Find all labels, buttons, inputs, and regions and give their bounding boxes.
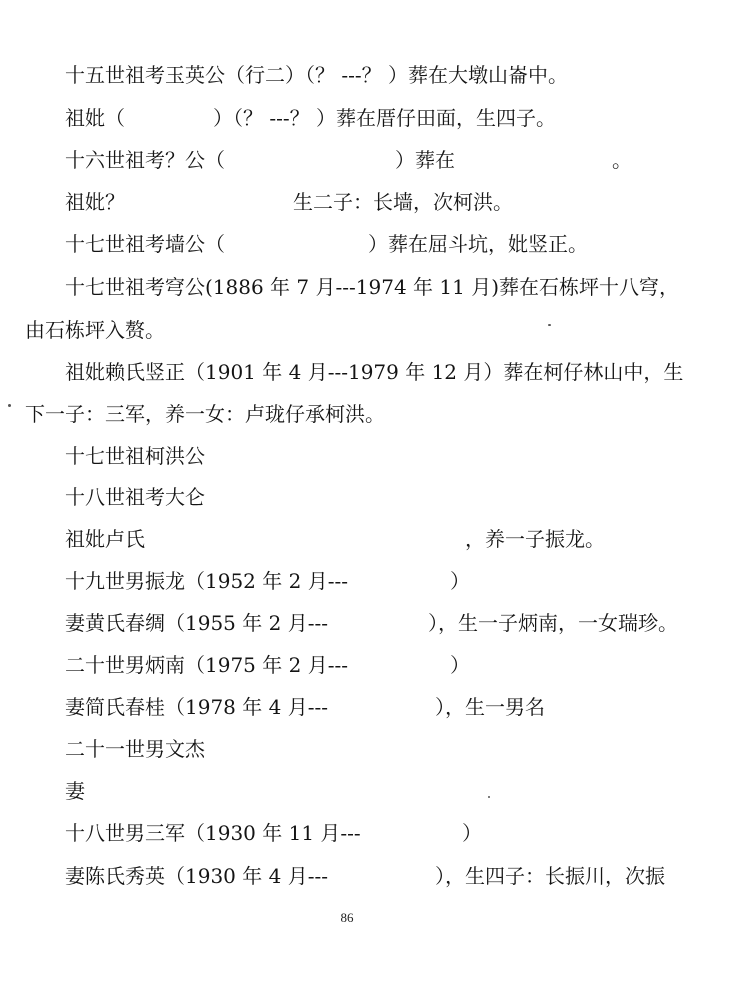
text-line [0,148,730,172]
line-text: 祖妣赖氏竖正（1901 年 4 月---1979 年 12 月）葬在柯仔林山中，生 [65,360,684,384]
line-text: ），生一男名 [435,695,545,719]
line-text: 二十世男炳南（1975 年 2 月--- [65,653,348,677]
text-line [0,864,730,888]
line-text: 祖妣（ [65,106,125,130]
text-line [0,611,730,635]
line-text: 十九世男振龙（1952 年 2 月--- [65,569,348,593]
scan-speck [8,404,11,407]
line-text: 妻简氏春桂（1978 年 4 月--- [65,695,328,719]
line-text: ） [450,569,470,593]
text-line [0,821,730,845]
line-text: ） [450,653,470,677]
line-text: 妻 [65,779,85,803]
line-text: 祖妣卢氏 [65,527,145,551]
line-text: 二十一世男文杰 [65,737,205,761]
line-text: 十七世祖柯洪公 [65,444,205,468]
line-text: ）葬在 [395,148,455,172]
line-text: 十七世祖考墙公（ [65,232,225,256]
line-text: 十八世祖考大仑 [65,485,205,509]
text-line [0,275,730,299]
text-line [0,653,730,677]
line-text: 由石栋坪入赘。 [25,318,165,342]
line-text: 。 [612,148,632,172]
text-line [0,485,730,509]
text-line [0,360,730,384]
text-line [0,527,730,551]
text-line [0,402,730,426]
line-text: ），生四子：长振川，次振 [435,864,665,888]
line-text: 生二子：长墙，次柯洪。 [293,190,513,214]
text-line [0,318,730,342]
text-line [0,737,730,761]
scan-speck [548,324,551,326]
line-text: ） [462,821,482,845]
line-text: 十七世祖考穹公(1886 年 7 月---1974 年 11 月)葬在石栋坪十八穹， [65,275,679,299]
line-text: ）（？ ---？ ）葬在厝仔田面，生四子。 [213,106,556,130]
text-line [0,569,730,593]
page-number: 86 [340,910,354,925]
line-text: 十六世祖考？公（ [65,148,225,172]
text-line [0,63,730,87]
text-line [0,779,730,803]
text-line [0,190,730,214]
line-text: 妻陈氏秀英（1930 年 4 月--- [65,864,328,888]
line-text: 妻黄氏春绸（1955 年 2 月--- [65,611,328,635]
line-text: ），生一子炳南，一女瑞珍。 [428,611,678,635]
line-text: 祖妣？ [65,190,125,214]
line-text: 十五世祖考玉英公（行二）（？ ---？ ）葬在大墩山崙中。 [65,63,568,87]
text-line [0,106,730,130]
line-text: 十八世男三军（1930 年 11 月--- [65,821,361,845]
scan-speck [488,796,490,798]
line-text: ，养一子振龙。 [465,527,605,551]
text-line [0,444,730,468]
text-line [0,232,730,256]
line-text: ）葬在屈斗坑，妣竖正。 [368,232,588,256]
line-text: 下一子：三军，养一女：卢珑仔承柯洪。 [25,402,385,426]
text-line [0,695,730,719]
